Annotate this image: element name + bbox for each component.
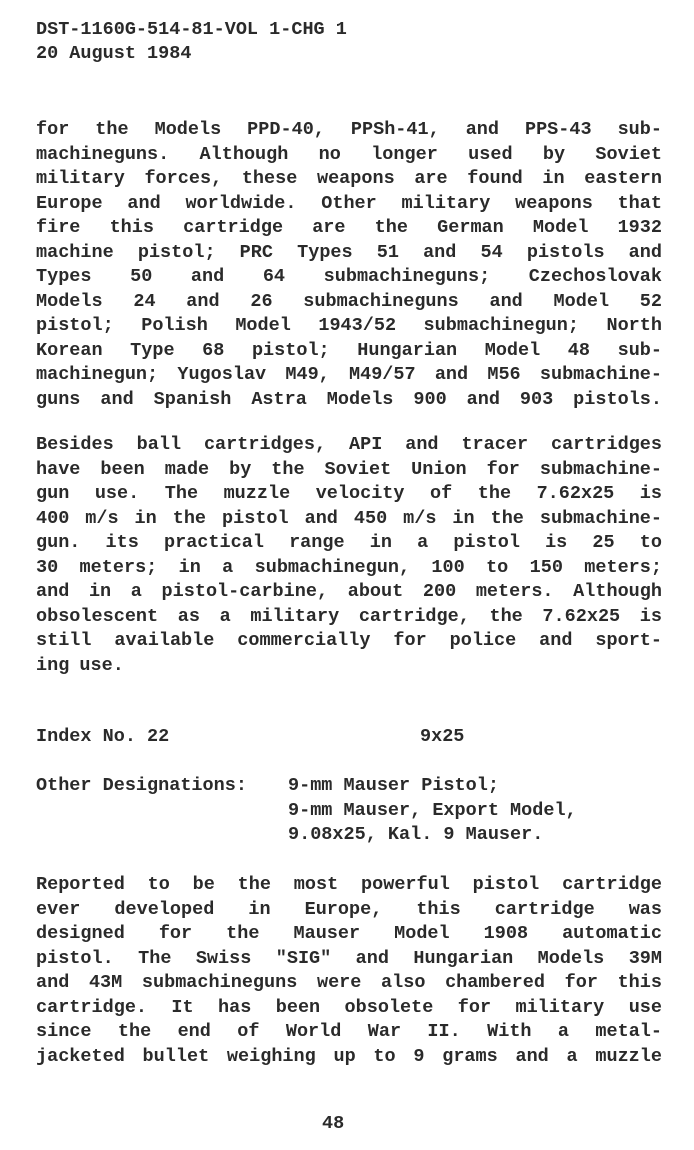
text-line: have been made by the Soviet Union for submachine- bbox=[36, 458, 662, 480]
paragraph-1 bbox=[36, 118, 662, 412]
designation-item: 9.08x25, Kal. 9 Mauser. bbox=[288, 824, 544, 845]
text-line: ever developed in Europe, this cartridge was bbox=[36, 898, 662, 920]
index-number: Index No. 22 bbox=[36, 726, 170, 747]
text-line: 400 m/s in the pistol and 450 m/s in the submachine- bbox=[36, 507, 662, 529]
text-line: for the Models PPD-40, PPSh-41, and PPS-43 sub- bbox=[36, 119, 662, 140]
text-line: jacketed bullet weighing up to 9 grams and a muzzle bbox=[36, 1045, 662, 1067]
text-line: designed for the Mauser Model 1908 automatic bbox=[36, 923, 662, 944]
designations-label: Other Designations: bbox=[36, 775, 247, 796]
text-line: still available commercially for police and sport- bbox=[36, 630, 662, 651]
document-date: 20 August 1984 bbox=[36, 43, 192, 64]
text-line: fire this cartridge are the German Model 1932 bbox=[36, 217, 662, 238]
text-line: military forces, these weapons are found in eastern bbox=[36, 168, 662, 189]
document-id: DST-1160G-514-81-VOL 1-CHG 1 bbox=[36, 19, 347, 40]
text-line: ing use. bbox=[36, 654, 124, 676]
text-line: machineguns. Although no longer used by Soviet bbox=[36, 143, 662, 165]
page-number: 48 bbox=[322, 1113, 345, 1134]
text-line: cartridge. It has been obsolete for military use bbox=[36, 996, 662, 1018]
text-line: 30 meters; in a submachinegun, 100 to 150 meters; bbox=[36, 556, 662, 578]
text-line: since the end of World War II. With a metal- bbox=[36, 1021, 662, 1042]
text-line: obsolescent as a military cartridge, the 7.62x25 is bbox=[36, 605, 662, 627]
text-line: gun. its practical range in a pistol is 25 to bbox=[36, 532, 662, 553]
text-line: pistol. The Swiss "SIG" and Hungarian Models 39M bbox=[36, 947, 662, 969]
text-line: and in a pistol-carbine, about 200 meters. Although bbox=[36, 581, 662, 602]
text-line: gun use. The muzzle velocity of the 7.62x25 is bbox=[36, 483, 662, 504]
text-line: machinegun; Yugoslav M49, M49/57 and M56 submachine- bbox=[36, 364, 662, 385]
caliber-heading: 9x25 bbox=[420, 726, 465, 747]
paragraph-2 bbox=[36, 433, 662, 678]
paragraph-3 bbox=[36, 873, 662, 1069]
text-line: Reported to be the most powerful pistol cartridge bbox=[36, 874, 662, 895]
text-line: machine pistol; PRC Types 51 and 54 pistols and bbox=[36, 241, 662, 263]
text-line: Models 24 and 26 submachineguns and Model 52 bbox=[36, 290, 662, 312]
designation-item: 9-mm Mauser Pistol; bbox=[288, 775, 499, 796]
text-line: pistol; Polish Model 1943/52 submachinegun; North bbox=[36, 315, 662, 336]
text-line: Types 50 and 64 submachineguns; Czechoslovak bbox=[36, 266, 662, 287]
text-line: and 43M submachineguns were also chambered for this bbox=[36, 972, 662, 993]
text-line: Korean Type 68 pistol; Hungarian Model 48 sub- bbox=[36, 339, 662, 361]
text-line: Europe and worldwide. Other military weapons that bbox=[36, 192, 662, 214]
text-line: guns and Spanish Astra Models 900 and 903 pistols. bbox=[36, 388, 662, 410]
text-line: Besides ball cartridges, API and tracer cartridges bbox=[36, 434, 662, 455]
designation-item: 9-mm Mauser, Export Model, bbox=[288, 800, 577, 821]
